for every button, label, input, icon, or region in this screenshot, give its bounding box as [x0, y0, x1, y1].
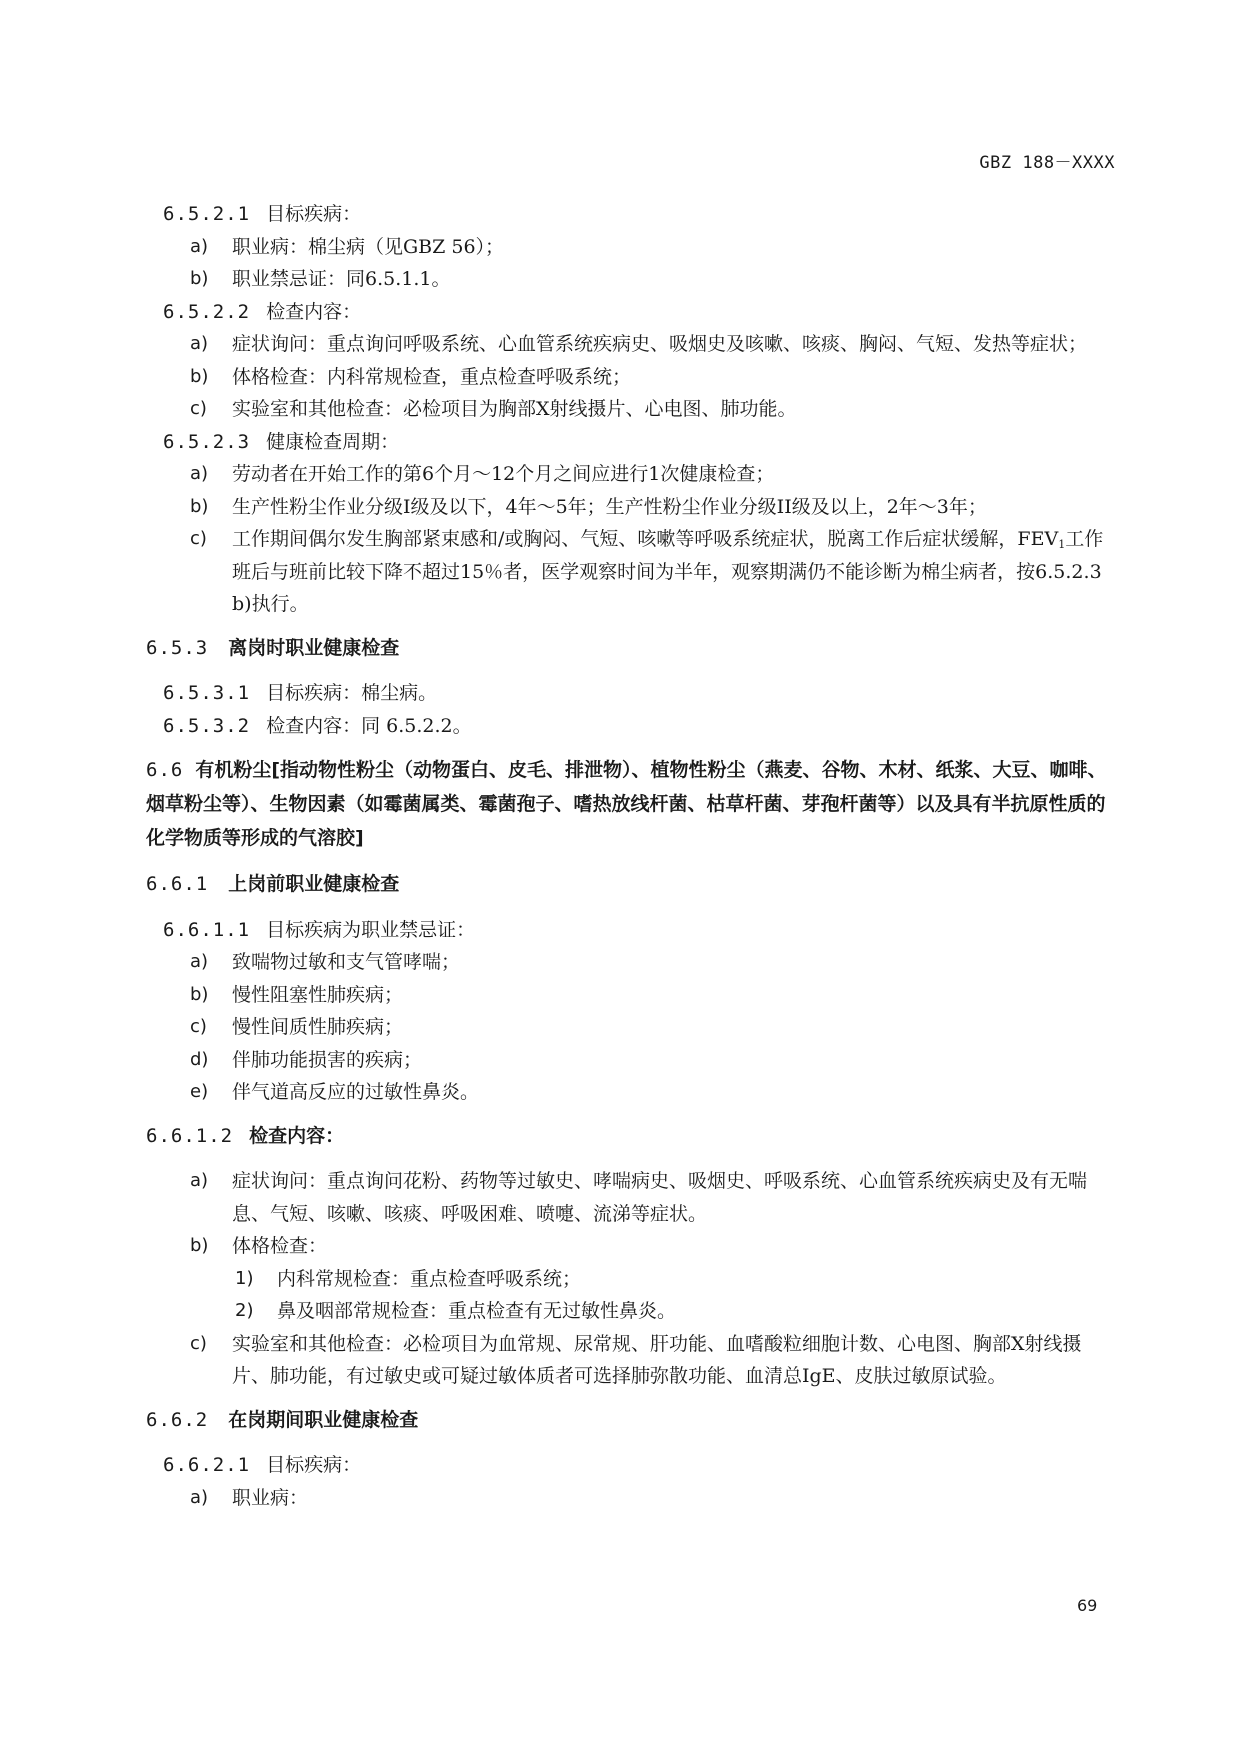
section-6-5-3-heading [146, 632, 1118, 665]
clause-number: 6.5.2.2 [163, 300, 251, 323]
item-text: 慢性阻塞性肺疾病； [232, 983, 404, 1006]
item-label: c) [190, 528, 207, 549]
list-item [146, 946, 1118, 979]
item-label: c) [190, 398, 207, 419]
clause-6-6-1-2-heading [146, 1120, 1118, 1153]
list-item [146, 361, 1118, 394]
clause-title: 检查内容：同 6.5.2.2。 [266, 714, 472, 737]
item-text: 劳动者在开始工作的第6个月～12个月之间应进行1次健康检查； [232, 463, 775, 485]
section-6-6-heading [146, 753, 1118, 855]
section-title: 有机粉尘[指动物性粉尘（动物蛋白、皮毛、排泄物）、植物性粉尘（燕麦、谷物、木材、纸浆、大豆、咖啡、烟草粉尘等）、生物因素（如霉菌属类、霉菌孢子、嗜热放线杆菌、枯草杆菌、芽孢杆菌等）以及具有半抗原性质的化学物质等形成的气溶胶] [146, 759, 1107, 849]
item-text: 伴气道高反应的过敏性鼻炎。 [232, 1081, 480, 1103]
item-label: a) [190, 333, 209, 354]
list-item [146, 328, 1118, 361]
clause-number: 6.6.1.2 [146, 1124, 234, 1147]
item-label: c) [190, 1332, 207, 1354]
list-item [146, 231, 1118, 264]
clause-6-5-2-1 [146, 198, 1118, 231]
item-label: b) [190, 495, 209, 517]
item-text: 体格检查： [232, 1235, 328, 1257]
page-content [146, 198, 1118, 1514]
item-label: a) [190, 463, 209, 484]
item-text: 症状询问：重点询问花粉、药物等过敏史、哮喘病史、吸烟史、呼吸系统、心血管系统疾病史及有无喘息、气短、咳嗽、咳痰、呼吸困难、喷嚏、流涕等症状。 [232, 1170, 1088, 1225]
list-item [146, 979, 1118, 1012]
list-item [146, 1230, 1118, 1263]
item-label: 2) [235, 1300, 254, 1321]
section-title: 上岗前职业健康检查 [228, 873, 400, 895]
list-item [146, 491, 1118, 524]
item-label: d) [190, 1048, 209, 1070]
item-text: 症状询问：重点询问呼吸系统、心血管系统疾病史、吸烟史及咳嗽、咳痰、胸闷、气短、发热等症状； [232, 333, 1088, 355]
item-text: 体格检查：内科常规检查，重点检查呼吸系统； [232, 365, 632, 388]
clause-number: 6.6.2.1 [163, 1454, 251, 1476]
item-label: a) [190, 1486, 209, 1508]
item-text: 实验室和其他检查：必检项目为胸部X射线摄片、心电图、肺功能。 [232, 398, 797, 420]
list-item [146, 458, 1118, 491]
clause-number: 6.5.2.3 [163, 430, 251, 453]
item-text: 致喘物过敏和支气管哮喘； [232, 951, 461, 973]
list-item [146, 1165, 1118, 1230]
item-label: e) [190, 1081, 209, 1102]
sub-list-item [146, 1263, 1118, 1296]
clause-title: 健康检查周期： [266, 430, 400, 453]
item-label: b) [190, 1235, 209, 1256]
section-6-6-1-heading [146, 868, 1118, 901]
doc-code-header: GBZ 188－XXXX [979, 153, 1115, 173]
item-text: 职业病：棉尘病（见GBZ 56）； [232, 235, 505, 258]
item-text: 伴肺功能损害的疾病； [232, 1048, 423, 1071]
clause-title: 目标疾病：棉尘病。 [266, 682, 438, 704]
clause-title: 检查内容： [249, 1124, 345, 1147]
item-label: b) [190, 268, 209, 289]
list-item [146, 1328, 1118, 1393]
section-number: 6.5.3 [146, 636, 209, 659]
item-label: a) [190, 1170, 209, 1191]
item-text-part: 工作班后与班前比较下降不超过15％者，医学观察时间为半年，观察期满仍不能诊断为棉尘病者，按6.5.2.3 b)执行。 [232, 528, 1104, 615]
clause-title: 目标疾病： [266, 203, 362, 225]
item-text: 内科常规检查：重点检查呼吸系统； [277, 1267, 582, 1290]
clause-number: 6.5.3.1 [163, 682, 251, 704]
list-item [146, 1076, 1118, 1109]
item-text: 职业禁忌证：同6.5.1.1。 [232, 268, 451, 290]
clause-title: 检查内容： [266, 300, 362, 323]
clause-6-5-3-2 [146, 710, 1118, 743]
item-label: b) [190, 365, 209, 387]
item-text: 鼻及咽部常规检查：重点检查有无过敏性鼻炎。 [277, 1300, 677, 1322]
item-label: c) [190, 1016, 207, 1037]
clause-number: 6.6.1.1 [163, 918, 251, 941]
item-label: a) [190, 951, 209, 972]
item-label: a) [190, 235, 209, 257]
clause-title: 目标疾病为职业禁忌证： [266, 918, 476, 941]
item-text: 生产性粉尘作业分级I级及以下，4年～5年；生产性粉尘作业分级II级及以上，2年～3年； [232, 495, 987, 518]
list-item [146, 523, 1118, 621]
item-label: b) [190, 983, 209, 1005]
item-text: 职业病： [232, 1486, 309, 1509]
clause-6-5-2-2 [146, 296, 1118, 329]
list-item [146, 393, 1118, 426]
clause-6-6-2-1 [146, 1449, 1118, 1482]
section-number: 6.6.2 [146, 1408, 209, 1431]
sub-list-item [146, 1295, 1118, 1328]
page-number: 69 [1077, 1596, 1098, 1615]
list-item [146, 1482, 1118, 1515]
item-text-part: 工作期间偶尔发生胸部紧束感和/或胸闷、气短、咳嗽等呼吸系统症状，脱离工作后症状缓解，FEV [232, 528, 1059, 550]
list-item [146, 1011, 1118, 1044]
section-title: 在岗期间职业健康检查 [228, 1408, 419, 1431]
item-text: 慢性间质性肺疾病； [232, 1016, 404, 1038]
clause-number: 6.5.2.1 [163, 203, 251, 225]
subscript: 1 [1058, 538, 1066, 551]
clause-title: 目标疾病： [266, 1454, 362, 1476]
section-title: 离岗时职业健康检查 [228, 636, 400, 659]
item-label: 1) [235, 1267, 254, 1289]
section-6-6-2-heading [146, 1404, 1118, 1437]
list-item [146, 1044, 1118, 1077]
clause-6-5-3-1 [146, 677, 1118, 710]
list-item [146, 263, 1118, 296]
clause-6-5-2-3 [146, 426, 1118, 459]
clause-6-6-1-1 [146, 914, 1118, 947]
item-text [232, 523, 1118, 621]
section-number: 6.6.1 [146, 873, 209, 895]
section-number: 6.6 [146, 759, 184, 781]
item-text: 实验室和其他检查：必检项目为血常规、尿常规、肝功能、血嗜酸粒细胞计数、心电图、胸部X射线摄片、肺功能，有过敏史或可疑过敏体质者可选择肺弥散功能、血清总IgE、皮肤过敏原试验。 [232, 1332, 1082, 1387]
clause-number: 6.5.3.2 [163, 714, 251, 737]
